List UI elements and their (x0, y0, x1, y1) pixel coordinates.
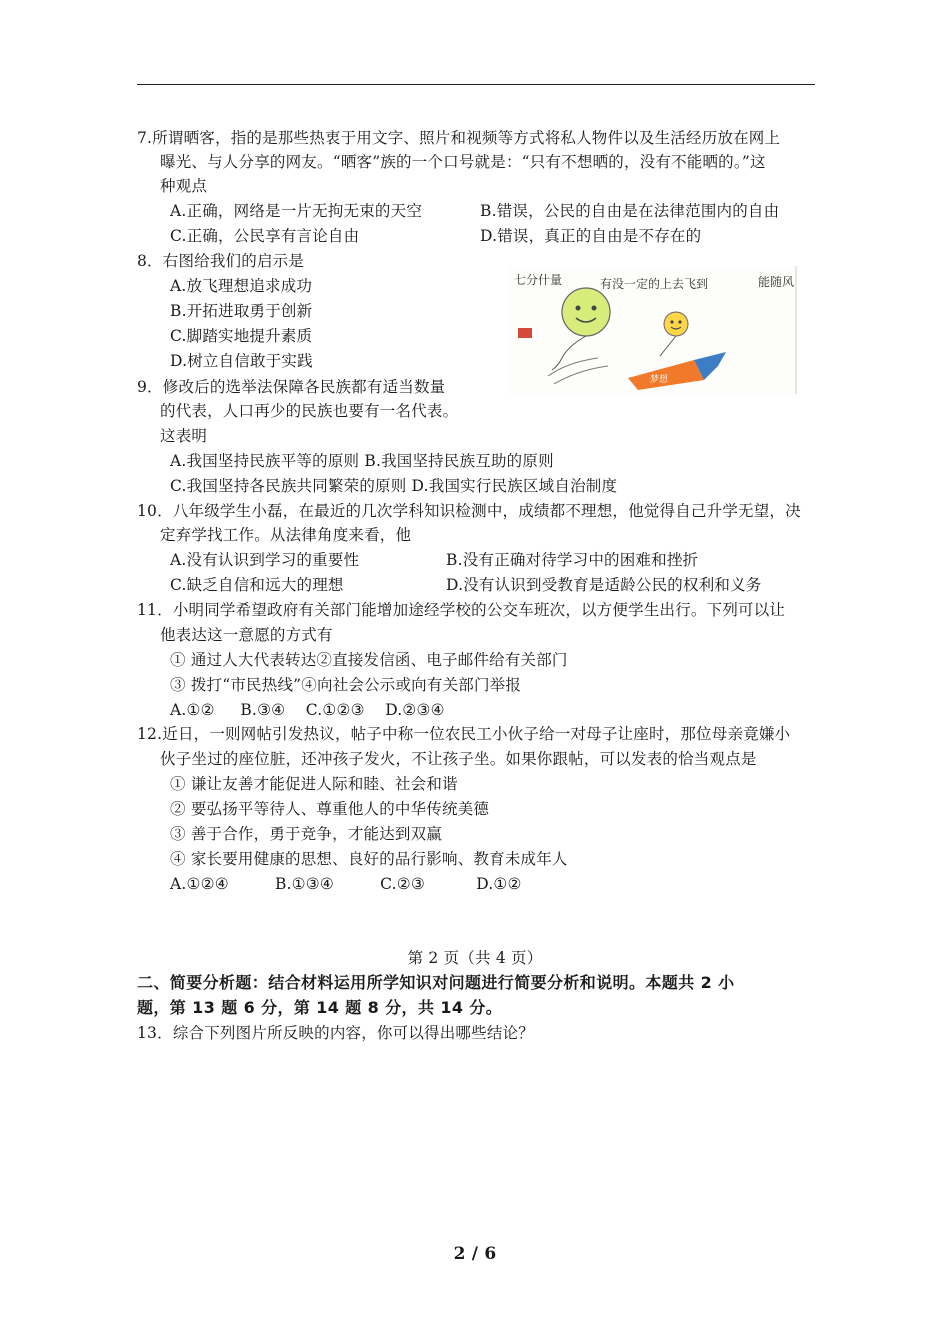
q9-options-cd: C.我国坚持各民族共同繁荣的原则 D.我国实行民族区域自治制度 (170, 477, 618, 495)
q11-stem-line2: 他表达这一意愿的方式有 (160, 626, 333, 644)
q8-option-a: A.放飞理想追求成功 (170, 277, 313, 295)
q8-option-b: B.开拓进取勇于创新 (170, 302, 313, 320)
q13-stem: 13．综合下列图片所反映的内容，你可以得出哪些结论？ (137, 1024, 534, 1042)
section2-heading-line2: 题，第 13 题 6 分，第 14 题 8 分，共 14 分。 (137, 998, 503, 1017)
q10-option-b: B.没有正确对待学习中的困难和挫折 (446, 551, 699, 569)
q7-option-b: B.错误，公民的自由是在法律范围内的自由 (480, 202, 780, 220)
q7-stem-line3: 种观点 (160, 177, 208, 195)
cartoon-text-right: 能随风 (758, 275, 795, 289)
q10-option-c: C.缺乏自信和远大的理想 (170, 576, 344, 594)
q7-option-c: C.正确，公民享有言论自由 (170, 227, 360, 245)
q7-option-d: D.错误，真正的自由是不存在的 (480, 227, 702, 245)
q10-stem-line1: 10．八年级学生小磊，在最近的几次学科知识检测中，成绩都不理想，他觉得自己升学无望，决 (137, 502, 801, 520)
q7-stem-line1: 7.所谓晒客，指的是那些热衷于用文字、照片和视频等方式将私人物件以及生活经历放在网上 (137, 129, 781, 147)
q8-stem: 8．右图给我们的启示是 (137, 252, 305, 270)
q12-options: A.①②④ B.①③④ C.②③ D.①② (170, 875, 522, 893)
q9-stem-line1: 9．修改后的选举法保障各民族都有适当数量 (137, 378, 446, 396)
cartoon-text-left: 七分什量 (514, 273, 563, 287)
cartoon-text-mid: 有没一定的上去飞到 (600, 277, 709, 291)
q7-stem-line2: 曝光、与人分享的网友。“晒客”族的一个口号就是：“只有不想晒的，没有不能晒的。”这 (160, 153, 766, 171)
q10-option-a: A.没有认识到学习的重要性 (170, 551, 360, 569)
q12-stem-line2: 伙子坐过的座位脏，还冲孩子发火，不让孩子坐。如果你跟帖，可以发表的恰当观点是 (160, 750, 757, 768)
q12-item-1: ① 谦让友善才能促进人际和睦、社会和谐 (170, 775, 458, 793)
q8-option-c: C.脚踏实地提升素质 (170, 327, 313, 345)
q12-item-2: ② 要弘扬平等待人、尊重他人的中华传统美德 (170, 800, 490, 818)
section2-heading-line1: 二、简要分析题：结合材料运用所学知识对问题进行简要分析和说明。本题共 2 小 (137, 973, 735, 992)
page-number-mark: 第 2 页（共 4 页） (407, 949, 543, 967)
q9-stem-line3: 这表明 (160, 427, 208, 445)
q11-stem-line1: 11．小明同学希望政府有关部门能增加途经学校的公交车班次，以方便学生出行。下列可以让 (137, 601, 786, 619)
q11-items-3-4: ③ 拨打“市民热线”④向社会公示或向有关部门举报 (170, 676, 522, 694)
seal-stamp-icon (518, 328, 532, 338)
q11-options: A.①② B.③④ C.①②③ D.②③④ (170, 701, 445, 719)
q9-stem-line2: 的代表，人口再少的民族也要有一名代表。 (160, 402, 459, 420)
q7-option-a: A.正确，网络是一片无拘无束的天空 (170, 202, 423, 220)
header-rule (137, 84, 815, 85)
ribbon-text: 梦想 (650, 375, 669, 385)
q10-stem-line2: 定弃学找工作。从法律角度来看，他 (160, 526, 412, 544)
q8-cartoon-image (508, 266, 798, 394)
page-footer: 2 / 6 (453, 1244, 497, 1264)
q9-options-ab: A.我国坚持民族平等的原则 B.我国坚持民族互助的原则 (170, 452, 554, 470)
q11-items-1-2: ① 通过人大代表转达②直接发信函、电子邮件给有关部门 (170, 651, 568, 669)
q12-item-3: ③ 善于合作，勇于竞争，才能达到双赢 (170, 825, 443, 843)
q10-option-d: D.没有认识到受教育是适龄公民的权利和义务 (446, 576, 762, 594)
q8-option-d: D.树立自信敢于实践 (170, 352, 313, 370)
q12-item-4: ④ 家长要用健康的思想、良好的品行影响、教育未成年人 (170, 850, 568, 868)
q12-stem-line1: 12.近日，一则网帖引发热议，帖子中称一位农民工小伙子给一对母子让座时，那位母亲竟嫌小 (137, 725, 791, 743)
